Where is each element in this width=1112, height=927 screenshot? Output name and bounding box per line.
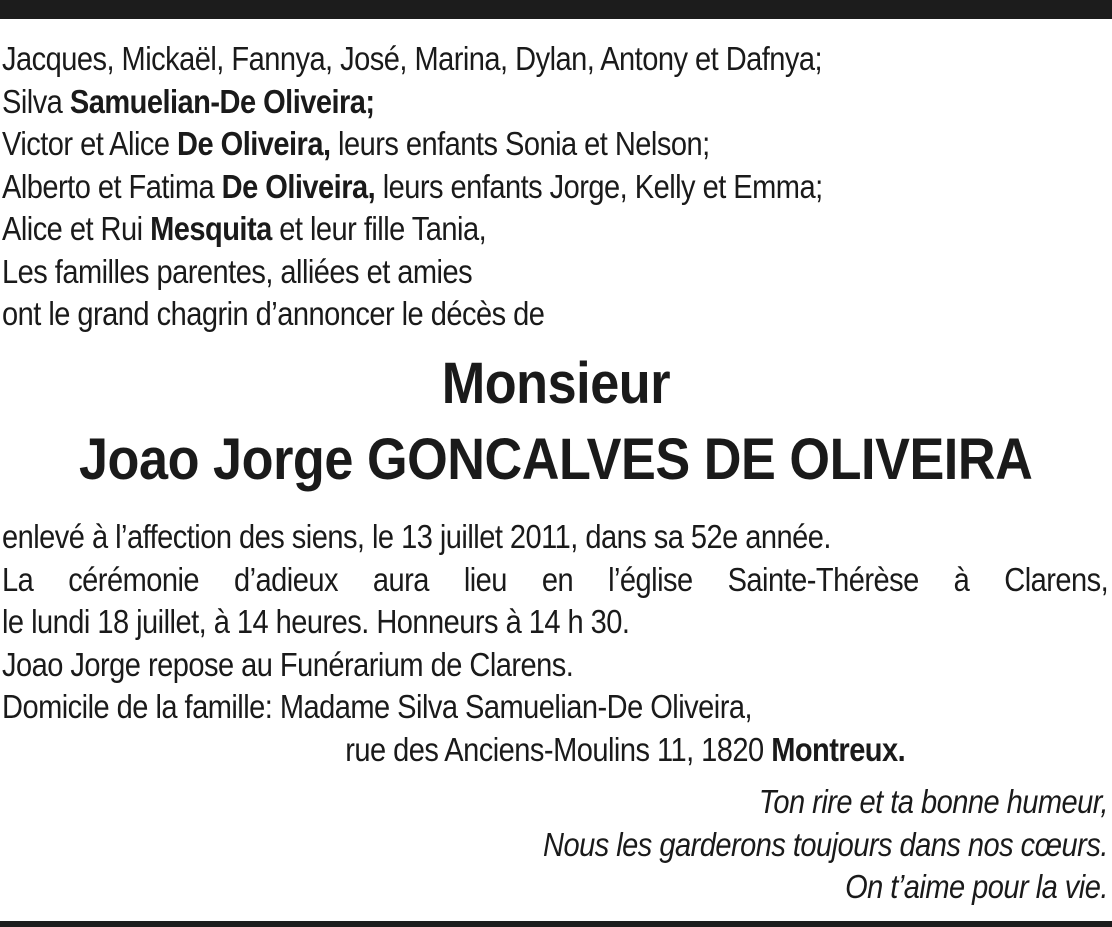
family-text: Silva [2,82,70,120]
family-text: Victor et Alice [2,125,178,162]
family-line-3 [2,123,1108,166]
family-text: Jacques, Mickaël, Fannya, José, Marina, Dylan, Antony et Dafnya; [2,40,823,77]
honorific-text: Monsieur [441,351,671,416]
poem [543,781,1108,909]
details-line-6 [2,729,1108,772]
details-line-4: Joao Jorge repose au Funérarium de Clarens. [2,645,574,683]
family-text: Alice et Rui [2,210,151,247]
ceremony-details [2,516,1108,771]
family-text: ont le grand chagrin d’annoncer le décès de [2,295,545,332]
family-surname: Samuelian-De Oliveira; [69,82,375,120]
family-surname: De Oliveira, [177,125,331,162]
family-surname: Mesquita [150,210,272,247]
family-line-4 [2,166,1108,209]
top-rule [0,0,1112,19]
details-line-3: le lundi 18 juillet, à 14 heures. Honneurs à 14 h 30. [2,603,630,640]
family-surname: De Oliveira, [221,167,376,205]
details-line-5: Domicile de la famille: Madame Silva Samuelian-De Oliveira, [2,688,752,725]
family-line-6 [2,251,1108,294]
deceased-name [0,422,1112,498]
deceased-name-text: Joao Jorge GONCALVES DE OLIVEIRA [79,427,1033,492]
honorific [0,346,1112,422]
family-text: leurs enfants Sonia et Nelson; [330,125,710,162]
family-text: et leur fille Tania, [271,210,487,247]
family-text: Les familles parentes, alliées et amies [2,252,473,290]
family-line-5 [2,208,1108,251]
deceased-title [0,346,1112,498]
details-line-2: La cérémonie d’adieux aura lieu en l’église Sainte-Thérèse à Clarens, [2,560,1109,598]
family-text: leurs enfants Jorge, Kelly et Emma; [375,167,823,205]
address-text: rue des Anciens-Moulins 11, 1820 [345,730,772,768]
poem-line-3: On t’aime pour la vie. [845,868,1108,905]
poem-line-2: Nous les garderons toujours dans nos cœurs. [543,825,1108,863]
family-announcement [2,38,1108,336]
family-line-1 [2,38,1108,81]
family-line-7 [2,293,1108,336]
poem-line-1: Ton rire et ta bonne humeur, [758,783,1108,820]
family-text: Alberto et Fatima [2,167,222,205]
bottom-rule [0,921,1112,927]
address-city: Montreux. [771,730,906,768]
details-line-1: enlevé à l’affection des siens, le 13 juillet 2011, dans sa 52e année. [2,518,831,555]
family-line-2 [2,81,1108,124]
